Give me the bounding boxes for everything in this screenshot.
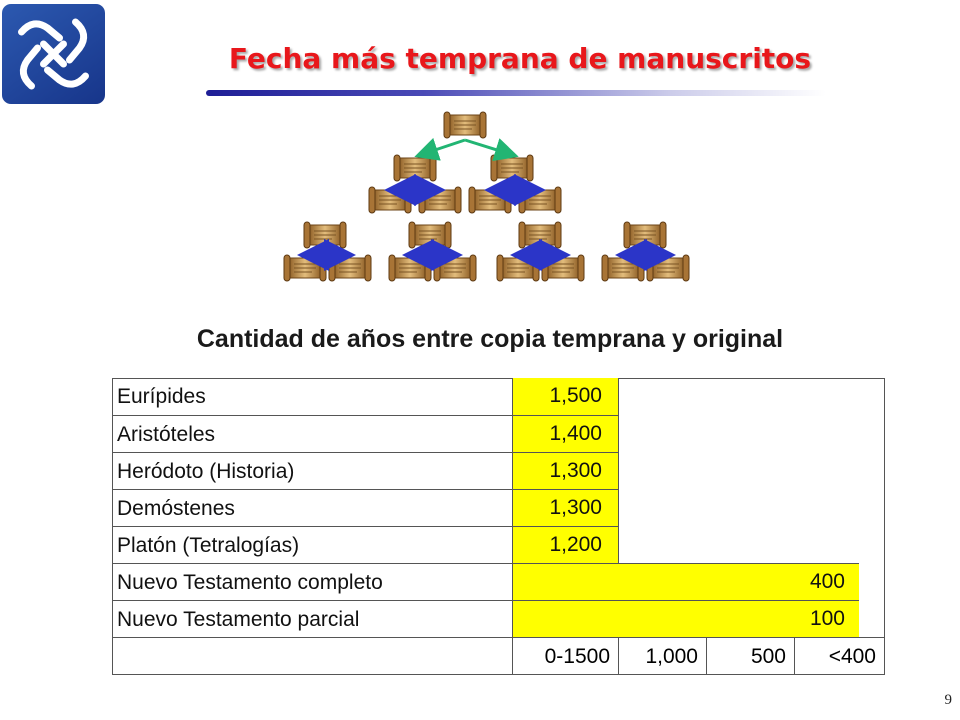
scroll-icon (602, 255, 644, 281)
bar (513, 452, 619, 490)
scroll-icon (624, 222, 666, 248)
scroll-icon (304, 222, 346, 248)
bar-value-label: 1,400 (549, 422, 602, 445)
bar (513, 526, 619, 564)
bar-value-label: 1,300 (549, 496, 602, 519)
bar-value-label: 1,500 (549, 384, 602, 407)
scroll-icon (519, 222, 561, 248)
bar-value-label: 100 (809, 607, 845, 630)
category-label: Demóstenes (113, 489, 513, 526)
bar (513, 563, 859, 601)
bar-value-label: 1,300 (549, 459, 602, 482)
copy-arrow-icon (420, 140, 465, 155)
axis-corner-cell (113, 638, 513, 675)
chart-title: Cantidad de años entre copia temprana y original (196, 325, 784, 353)
scroll-icon (394, 155, 436, 181)
scroll-icon (647, 255, 689, 281)
bar (513, 378, 619, 416)
bar (513, 415, 619, 453)
scroll-icon (409, 222, 451, 248)
manuscript-tree-illustration (0, 0, 960, 300)
scroll-icon (284, 255, 326, 281)
bar-value-label: 400 (809, 570, 845, 593)
scroll-icon (491, 155, 533, 181)
page-number: 9 (944, 692, 952, 708)
scroll-icon (542, 255, 584, 281)
x-tick-label: 1,000 (619, 638, 707, 675)
scroll-icon (444, 112, 486, 138)
scroll-icon (329, 255, 371, 281)
copy-arrow-icon (465, 140, 513, 155)
x-tick-label: 500 (707, 638, 795, 675)
category-label: Nuevo Testamento parcial (113, 600, 513, 637)
scroll-icon (497, 255, 539, 281)
scroll-icon (434, 255, 476, 281)
category-label: Nuevo Testamento completo (113, 563, 513, 600)
x-tick-label: 0-1500 (513, 638, 619, 675)
bar (513, 489, 619, 527)
bar (513, 600, 859, 638)
category-label: Aristóteles (113, 415, 513, 452)
bar-chart (112, 378, 885, 675)
page-title: Fecha más temprana de manuscritos (228, 42, 812, 75)
bar-value-label: 1,200 (549, 533, 602, 556)
category-label: Eurípides (113, 378, 513, 415)
category-label: Platón (Tetralogías) (113, 526, 513, 563)
scroll-icon (389, 255, 431, 281)
category-label: Heródoto (Historia) (113, 452, 513, 489)
x-axis (113, 637, 884, 675)
x-tick-label: <400 (828, 645, 876, 668)
